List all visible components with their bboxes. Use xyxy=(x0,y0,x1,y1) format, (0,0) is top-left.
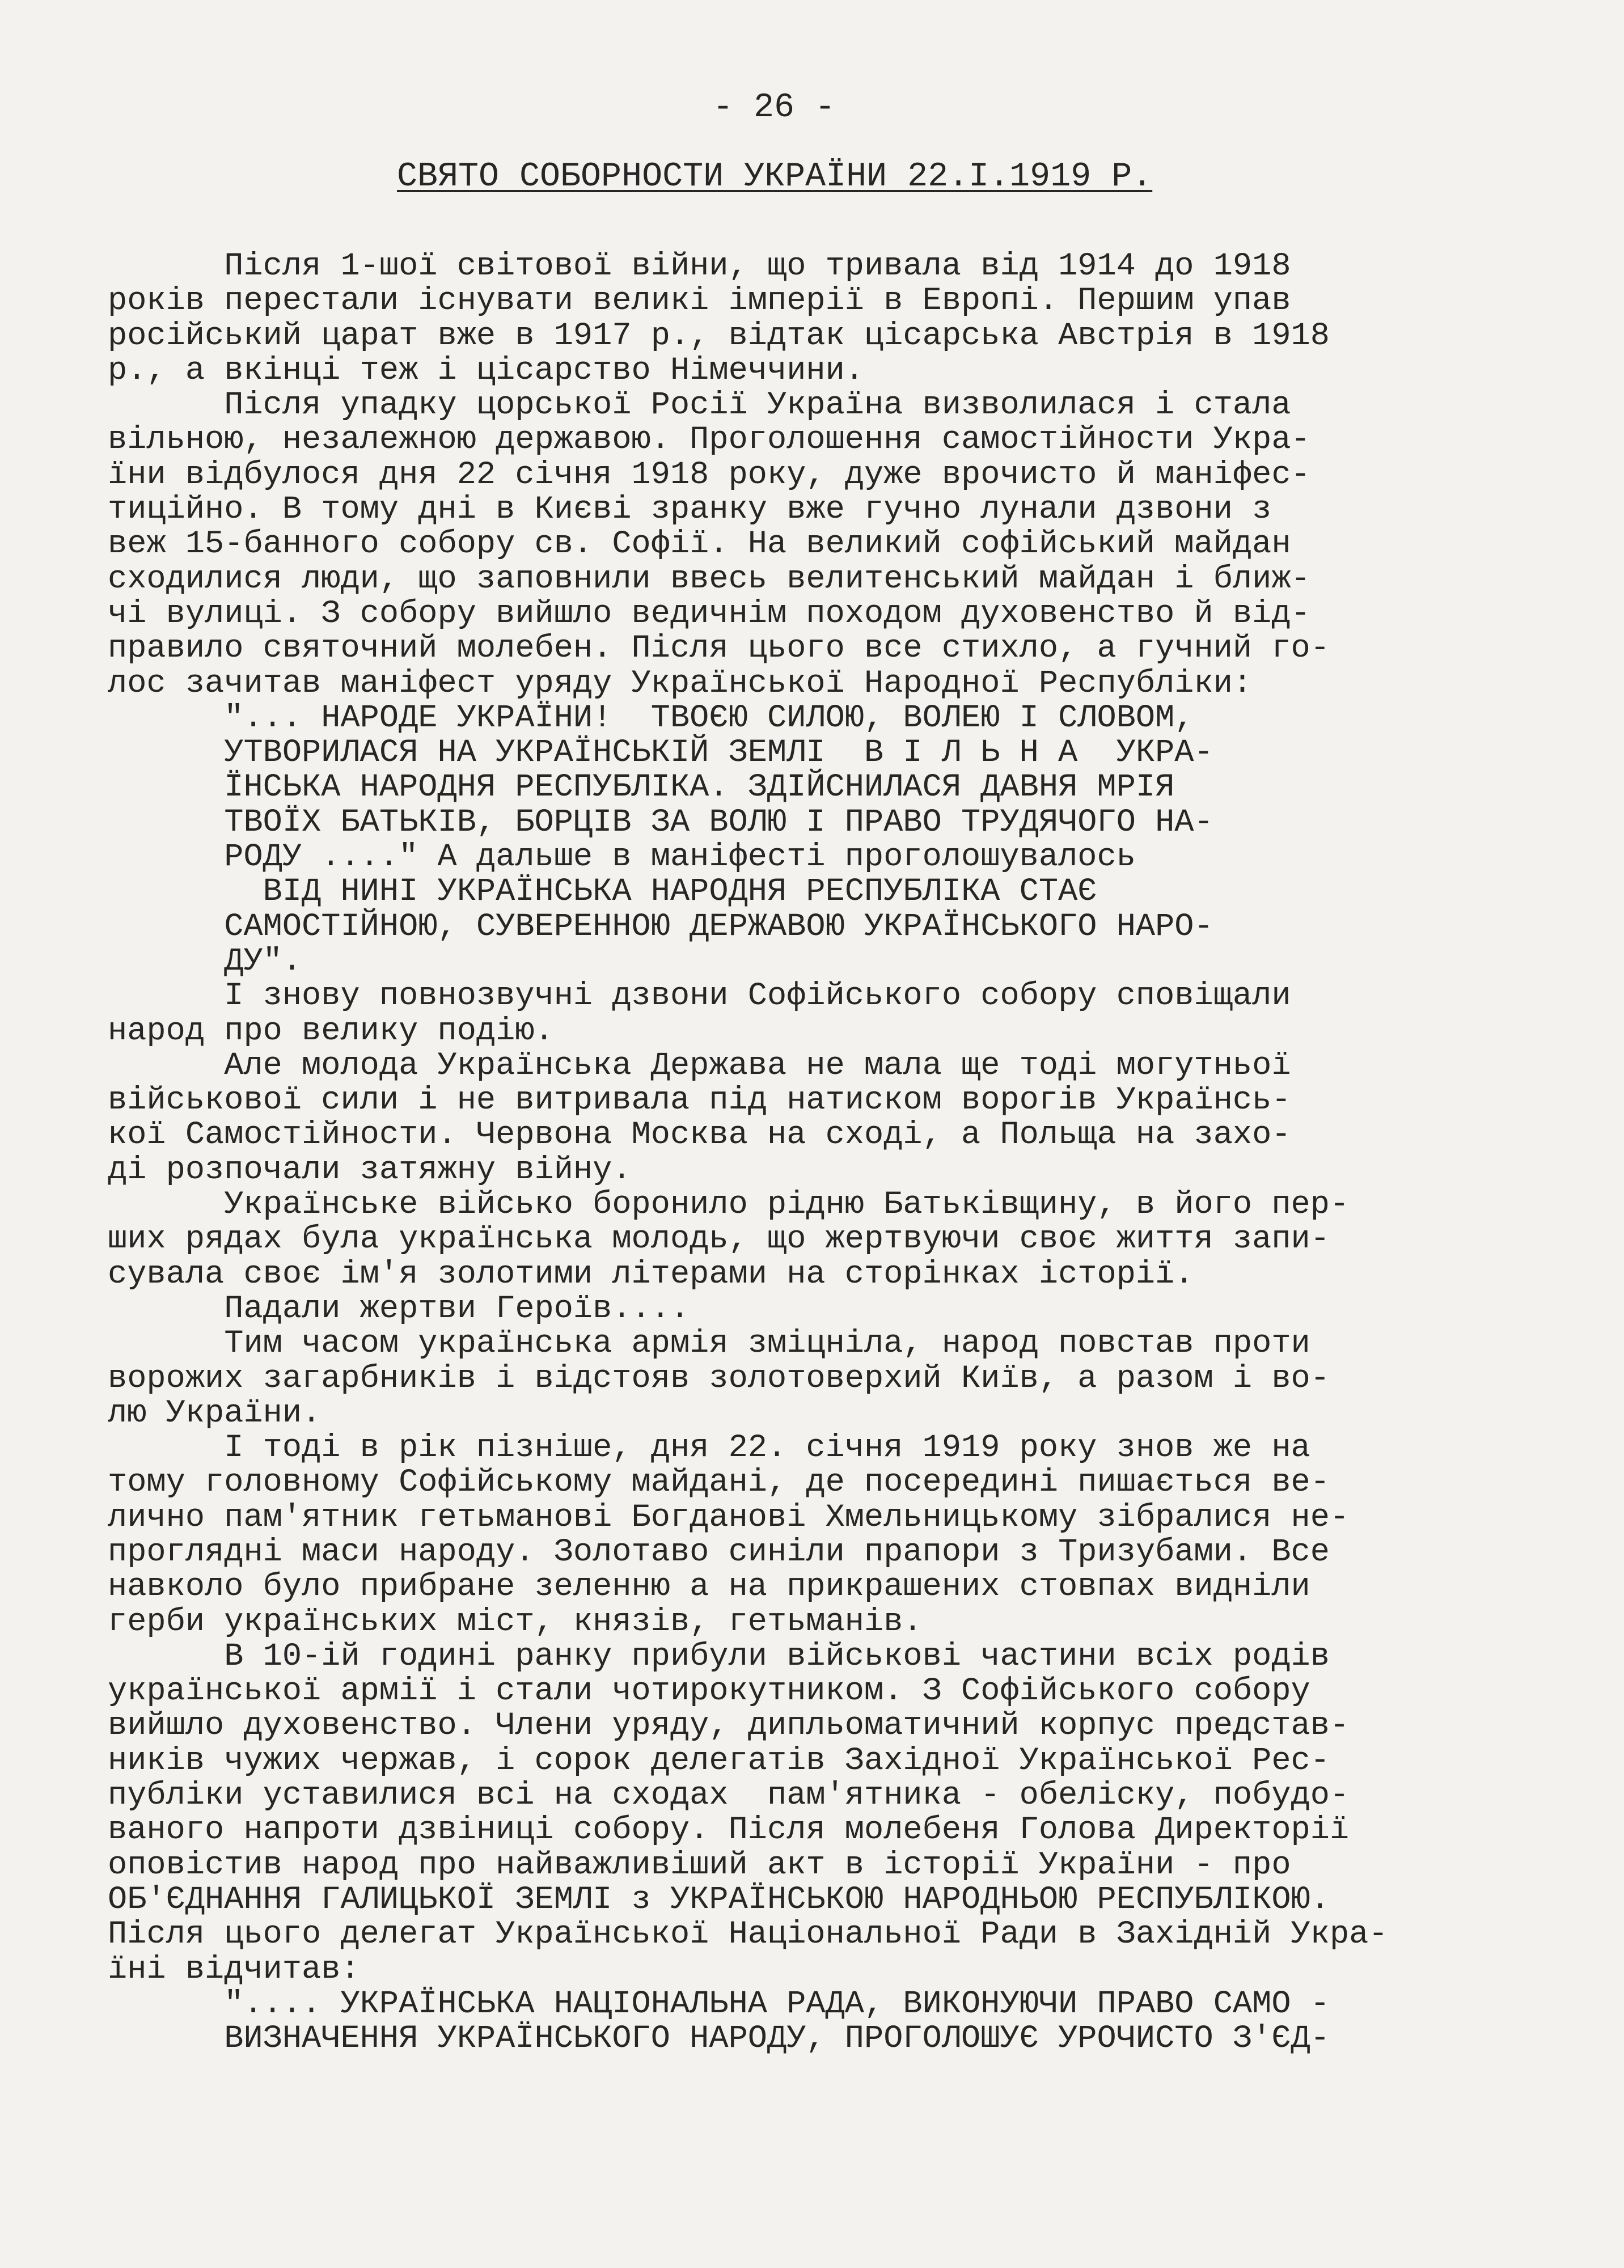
text-line: герби українських міст, князів, гетьманів. xyxy=(108,1603,923,1640)
text-line: Тим часом українська армія зміцніла, народ повстав проти xyxy=(108,1326,1310,1363)
text-line: Після цього делегат Української Національної Ради в Західній Укра- xyxy=(108,1916,1388,1953)
text-line: народ про велику подію. xyxy=(108,1013,554,1050)
text-line: ".... УКРАЇНСЬКА НАЦІОНАЛЬНА РАДА, ВИКОНУЮЧИ ПРАВО САМО - xyxy=(108,1986,1330,2022)
text-line: навколо було прибране зеленню а на прикрашених стовпах видніли xyxy=(108,1569,1310,1606)
manifesto-quote-line: ДУ". xyxy=(108,943,302,980)
text-line: лос зачитав маніфест уряду Української Народної Республіки: xyxy=(108,665,1253,702)
manifesto-quote-line: ЇНСЬКА НАРОДНЯ РЕСПУБЛІКА. ЗДІЙСНИЛАСЯ ДАВНЯ МРІЯ xyxy=(108,769,1175,806)
manifesto-quote-line: ТВОЇХ БАТЬКІВ, БОРЦІВ ЗА ВОЛЮ І ПРАВО ТРУДЯЧОГО НА- xyxy=(108,804,1213,841)
text-line: веж 15-банного собору св. Софії. На великий софійський майдан xyxy=(108,526,1291,563)
manifesto-quote-line: "... НАРОДЕ УКРАЇНИ! ТВОЄЮ СИЛОЮ, ВОЛЕЮ І СЛОВОМ, xyxy=(108,700,1194,737)
page-number: - 26 - xyxy=(712,88,836,127)
text-line: української армії і стали чотирокутником. З Софійського собору xyxy=(108,1673,1310,1710)
text-line: І тоді в рік пізніше, дня 22. січня 1919 року знов же на xyxy=(108,1430,1310,1467)
text-line: лю України. xyxy=(108,1395,322,1432)
text-line: тому головному Софійському майдані, де посередині пишається ве- xyxy=(108,1465,1330,1501)
text-line: їні відчитав: xyxy=(108,1951,360,1988)
proclamation-quote-line xyxy=(108,2057,1559,2091)
manifesto-quote-line: САМОСТІЙНОЮ, СУВЕРЕННОЮ ДЕРЖАВОЮ УКРАЇНСЬКОГО НАРО- xyxy=(108,908,1213,945)
text-line: сходилися люди, що заповнили ввесь велитенський майдан і ближ- xyxy=(108,561,1310,598)
text-line: чі вулиці. З собору вийшло ведичнім походом духовенство й від- xyxy=(108,595,1310,632)
text-line: їни відбулося дня 22 січня 1918 року, дуже врочисто й маніфес- xyxy=(108,456,1310,493)
body-text xyxy=(108,249,1559,2092)
text-line: Але молода Українська Держава не мала ще тоді могутньої xyxy=(108,1047,1291,1084)
text-line: тиційно. В тому дні в Києві зранку вже гучно лунали дзвони з xyxy=(108,492,1272,528)
manifesto-quote-line: РОДУ ...." А дальше в маніфесті проголошувалось xyxy=(108,839,1136,876)
text-line: оповістив народ про найважливіший акт в історії України - про xyxy=(108,1847,1291,1884)
text-line: кої Самостійности. Червона Москва на сході, а Польща на захо- xyxy=(108,1117,1291,1154)
text-line: Після упадку цорської Росії Україна визволилася і стала xyxy=(108,387,1291,424)
text-line: В 10-ій годині ранку прибули військові частини всіх родів xyxy=(108,1638,1330,1675)
text-line: публіки уставилися всі на сходах пам'ятника - обеліску, побудо- xyxy=(108,1778,1350,1814)
text-line: ОБ'ЄДНАННЯ ГАЛИЦЬКОЇ ЗЕМЛІ з УКРАЇНСЬКОЮ НАРОДНЬОЮ РЕСПУБЛІКОЮ. xyxy=(108,1881,1330,1918)
bleed-through-decoration xyxy=(147,136,376,167)
text-line: Падали жертви Героїв.... xyxy=(108,1290,690,1327)
text-line: років перестали існувати великі імперії в Европі. Першим упав xyxy=(108,283,1291,320)
text-line: проглядні маси народу. Золотаво синіли прапори з Тризубами. Все xyxy=(108,1534,1330,1571)
text-line: військової сили і не витривала під натиском ворогів Українсь- xyxy=(108,1082,1291,1119)
text-line: лично пам'ятник гетьманові Богданові Хмельницькому зібралися не- xyxy=(108,1499,1350,1536)
text-line: ших рядах була українська молодь, що жертвуючи своє життя запи- xyxy=(108,1221,1330,1258)
text-line: р., а вкінці теж і цісарство Німеччини. xyxy=(108,352,865,389)
manifesto-quote-line: УТВОРИЛАСЯ НА УКРАЇНСЬКІЙ ЗЕМЛІ В І Л Ь Н А УКРА- xyxy=(108,735,1213,772)
text-line: правило святочний молебен. Після цього все стихло, а гучний го- xyxy=(108,631,1330,667)
manifesto-quote-line: ВІД НИНІ УКРАЇНСЬКА НАРОДНЯ РЕСПУБЛІКА СТАЄ xyxy=(108,874,1097,911)
text-line: Після 1-шої світової війни, що тривала від 1914 до 1918 xyxy=(108,248,1291,285)
proclamation-quote-line: ВИЗНАЧЕННЯ УКРАЇНСЬКОГО НАРОДУ, ПРОГОЛОШУЄ УРОЧИСТО З'ЄД- xyxy=(108,2021,1330,2058)
text-line: Українське військо боронило рідню Батьківщину, в його пер- xyxy=(108,1187,1350,1224)
text-line: ваного напроти дзвіниці собору. Після молебеня Голова Директорії xyxy=(108,1812,1350,1849)
text-line: сувала своє ім'я золотими літерами на сторінках історії. xyxy=(108,1256,1194,1293)
text-line: ворожих загарбників і відстояв золотоверхий Київ, а разом і во- xyxy=(108,1360,1330,1397)
text-line: ді розпочали затяжну війну. xyxy=(108,1152,632,1188)
text-line: вільною, незалежною державою. Проголошення самостійности Укра- xyxy=(108,422,1310,459)
page-title: СВЯТО СОБОРНОСТИ УКРАЇНИ 22.I.1919 Р. xyxy=(397,158,1153,196)
text-line: ників чужих чержав, і сорок делегатів Західної Української Рес- xyxy=(108,1742,1330,1779)
text-line: вийшло духовенство. Члени уряду, дипльоматичний корпус представ- xyxy=(108,1708,1350,1745)
text-line: російський царат вже в 1917 р., відтак цісарська Австрія в 1918 xyxy=(108,318,1330,354)
text-line: І знову повнозвучні дзвони Софійського собору сповіщали xyxy=(108,978,1291,1015)
